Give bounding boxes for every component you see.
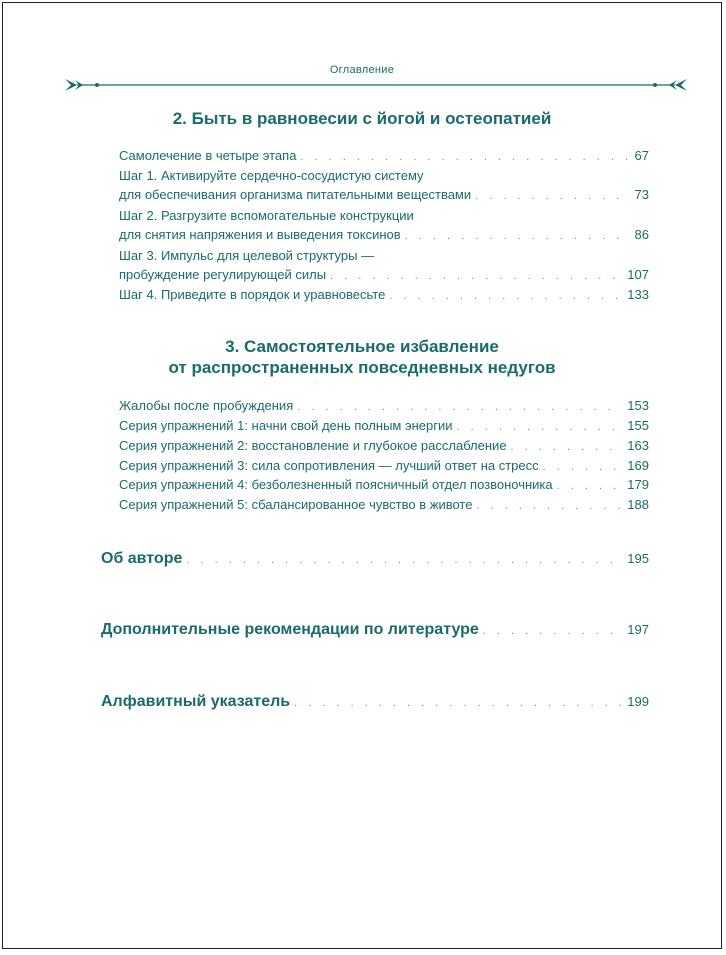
entry-title: Дополнительные рекомендации по литературе [101, 621, 479, 638]
toc-entry[interactable] [119, 497, 649, 514]
toc-entry[interactable] [119, 287, 649, 304]
entry-title: Серия упражнений 5: сбалансированное чувство в животе [119, 497, 473, 512]
entry-title: Жалобы после пробуждения [119, 398, 294, 413]
leader-dots [186, 554, 623, 566]
page-number: 169 [627, 458, 649, 473]
entry-title-line: Шаг 3. Импульс для целевой структуры — [119, 248, 375, 263]
entry-title: для снятия напряжения и выведения токсинов [119, 227, 401, 242]
entry-title: для обеспечивания организма питательными веществами [119, 187, 472, 202]
entry-title: Серия упражнений 2: восстановление и глубокое расслабление [119, 438, 507, 453]
entry-title: Самолечение в четыре этапа [119, 148, 297, 163]
page-number: 163 [627, 438, 649, 453]
section-3-title-line-2: от распространенных повседневных недугов [168, 358, 556, 377]
entry-title: Серия упражнений 1: начни свой день полным энергии [119, 418, 453, 433]
page-number: 107 [627, 267, 649, 282]
entry-title-line: Шаг 1. Активируйте сердечно-сосудистую систему [119, 168, 424, 183]
leader-dots [511, 439, 624, 455]
book-page [2, 2, 722, 949]
toc-entry[interactable] [119, 227, 649, 244]
page-number: 179 [627, 477, 649, 492]
toc-entry[interactable] [119, 418, 649, 435]
page-number: 67 [634, 148, 649, 163]
toc-entry[interactable] [119, 477, 649, 494]
toc-entry[interactable] [119, 438, 649, 455]
leader-dots [543, 459, 624, 475]
leader-dots [297, 399, 623, 415]
toc-entry[interactable] [119, 187, 649, 204]
running-header: Оглавление [329, 64, 395, 76]
entry-title: Шаг 4. Приведите в порядок и уравновесьте [119, 287, 386, 302]
leader-dots [330, 268, 623, 284]
section-3-title-line-1: 3. Самостоятельное избавление [225, 337, 499, 356]
entry-title-line: Шаг 2. Разгрузите вспомогательные конструкции [119, 208, 414, 223]
leader-dots [294, 697, 623, 709]
page-number: 73 [634, 187, 649, 202]
leader-dots [475, 188, 630, 204]
toc-entry[interactable] [119, 458, 649, 475]
page-number: 133 [627, 287, 649, 302]
page-number: 195 [627, 551, 649, 566]
toc-entry-about-author[interactable] [101, 550, 649, 568]
page-number: 153 [627, 398, 649, 413]
toc-entry-index[interactable] [101, 693, 649, 711]
entry-title: Об авторе [101, 550, 183, 567]
page-number: 197 [627, 622, 649, 637]
entry-title: Алфавитный указатель [101, 693, 291, 710]
leader-dots [483, 625, 624, 637]
leader-dots [389, 288, 623, 304]
arrow-divider [63, 77, 689, 93]
entry-title: Серия упражнений 4: безболезненный поясничный отдел позвоночника [119, 477, 553, 492]
toc-entry[interactable] [119, 398, 649, 415]
toc-entry[interactable] [119, 267, 649, 284]
leader-dots [405, 228, 631, 244]
page-number: 199 [627, 694, 649, 709]
toc-entry-literature[interactable] [101, 621, 649, 639]
leader-dots [300, 149, 630, 165]
page-number: 188 [627, 497, 649, 512]
entry-title: Серия упражнений 3: сила сопротивления — лучший ответ на стресс [119, 458, 539, 473]
entry-title: пробуждение регулирующей силы [119, 267, 327, 282]
page-number: 86 [634, 227, 649, 242]
leader-dots [457, 419, 624, 435]
section-2-title: 2. Быть в равновесии с йогой и остеопатией [172, 109, 552, 128]
leader-dots [557, 478, 624, 494]
toc-entry[interactable] [119, 148, 649, 165]
leader-dots [476, 498, 623, 514]
page-number: 155 [627, 418, 649, 433]
